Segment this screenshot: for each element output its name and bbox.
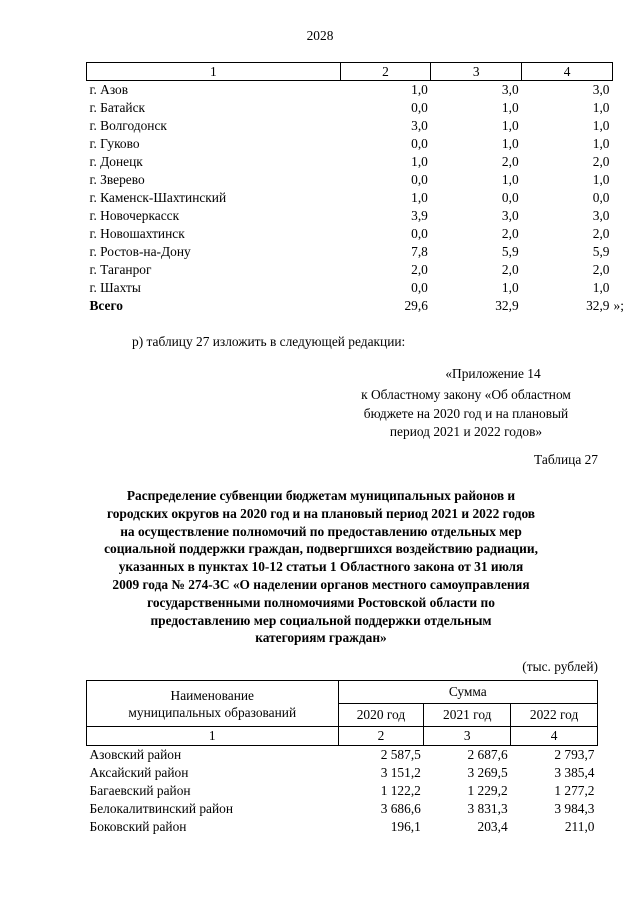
amount-cell: 2,0 [592,154,610,169]
table-row [87,81,613,100]
table-row [87,243,613,261]
amount-cell: 5,9 [501,244,519,259]
amount-cell: 2,0 [592,226,610,241]
total-row [87,297,613,315]
closing-quote: »; [613,298,624,313]
municipality-name: г. Новочеркасск [89,208,180,223]
total-value [522,297,624,315]
amount-cell: 3 984,3 [554,801,595,816]
amount-cell: 1,0 [501,100,519,115]
municipality-name: г. Гуково [89,136,140,151]
table-row [87,782,598,800]
table-header-row [87,681,598,704]
amount-cell: 0,0 [592,190,610,205]
table-title-line: предоставлению мер социальной поддержки отдельным [150,612,492,628]
total-value: 29,6 [404,298,428,313]
municipality-name: г. Ростов-на-Дону [89,244,191,259]
municipality-name: Аксайский район [89,765,189,780]
total-value-text: 32,9 [586,298,610,313]
amount-cell: 1,0 [411,82,428,97]
table-row [87,135,613,153]
municipality-name: Азовский район [89,747,182,762]
amount-cell: 1 229,2 [467,783,508,798]
municipality-name: г. Волгодонск [89,118,167,133]
total-value: 32,9 [495,298,519,313]
amount-cell: 1,0 [592,136,610,151]
allocation-table-continued [86,62,624,315]
amount-cell: 1 122,2 [380,783,421,798]
municipality-name: г. Каменск-Шахтинский [89,190,227,205]
municipality-name: г. Зверево [89,172,145,187]
column-index: 1 [87,727,339,746]
table-row [87,99,613,117]
amount-cell: 3,0 [501,82,519,97]
amount-cell: 196,1 [390,819,421,834]
table-title-line: городских округов на 2020 год и на плановый период 2021 и 2022 годов [106,505,536,521]
column-index: 4 [522,63,613,81]
table-row [87,207,613,225]
table-title-line: 2009 года № 274-ЗС «О наделении органов местного самоуправления [112,576,530,592]
amount-cell: 2 587,5 [380,747,421,762]
amount-cell: 2,0 [501,262,519,277]
column-index: 1 [87,63,341,81]
table-row [87,279,613,297]
table-title [96,487,546,647]
amount-cell: 0,0 [411,100,428,115]
table-row [87,800,598,818]
amount-cell: 3 269,5 [467,765,508,780]
amount-cell: 1,0 [592,280,610,295]
table-header-row [87,63,613,81]
column-index: 3 [431,63,522,81]
amount-cell: 1,0 [501,118,519,133]
amount-cell: 3,9 [411,208,428,223]
table-title-line: социальной поддержки граждан, подвергшихся воздействию радиации, [104,541,538,557]
table-row [87,117,613,135]
amount-cell: 3 385,4 [554,765,595,780]
table-title-line: государственными полномочиями Ростовской области по [147,594,495,610]
name-column-header-line: Наименование [170,687,254,703]
appendix-heading: «Приложение 14 [445,366,541,381]
total-label: Всего [89,298,123,313]
amount-cell: 211,0 [564,819,595,834]
amount-cell: 203,4 [477,819,508,834]
amount-cell: 1,0 [501,172,519,187]
units-label: (тыс. рублей) [522,659,598,674]
table-label: Таблица 27 [534,452,598,467]
column-index: 2 [340,63,431,81]
municipality-name: г. Таганрог [89,262,152,277]
municipality-name: Багаевский район [89,783,191,798]
amount-cell: 0,0 [411,136,428,151]
name-column-header [87,681,339,727]
amount-cell: 7,8 [411,244,428,259]
column-index: 4 [511,727,598,746]
amount-cell: 3,0 [501,208,519,223]
table-row [87,225,613,243]
year-header: 2022 год [511,704,598,727]
amount-cell: 0,0 [411,226,428,241]
table-row [87,171,613,189]
amount-cell: 2,0 [592,262,610,277]
table-row [87,261,613,279]
appendix-reference [334,386,598,442]
appendix-reference-line: период 2021 и 2022 годов» [389,424,543,439]
amendment-paragraph: р) таблицу 27 изложить в следующей редакции: [132,334,406,349]
municipality-name: г. Батайск [89,100,146,115]
appendix-reference-line: бюджете на 2020 год и на плановый [363,405,569,421]
table-row [87,746,598,765]
year-header: 2021 год [424,704,511,727]
municipality-name: г. Азов [89,82,129,97]
amount-cell: 2,0 [501,226,519,241]
municipality-name: г. Донецк [89,154,143,169]
table-title-line: Распределение субвенции бюджетам муниципальных районов и [126,488,516,503]
amount-cell: 2 793,7 [554,747,595,762]
sum-column-header: Сумма [338,681,597,704]
municipality-name: Боковский район [89,819,187,834]
amount-cell: 3,0 [592,208,610,223]
amount-cell: 3 831,3 [467,801,508,816]
index-row [87,727,598,746]
appendix-reference-line: к Областному закону «Об областном [361,387,571,402]
amount-cell: 1,0 [592,172,610,187]
year-header: 2020 год [338,704,424,727]
amount-cell: 1,0 [501,136,519,151]
amount-cell: 1 277,2 [554,783,595,798]
table-row [87,189,613,207]
amount-cell: 1,0 [592,118,610,133]
column-index: 3 [424,727,511,746]
amount-cell: 0,0 [501,190,519,205]
amount-cell: 3,0 [411,118,428,133]
municipality-name: Белокалитвинский район [89,801,234,816]
page-number: 2028 [306,28,334,43]
amount-cell: 0,0 [411,280,428,295]
table-title-line: указанных в пунктах 10-12 статьи 1 Областного закона от 31 июля [118,559,524,575]
amount-cell: 1,0 [592,100,610,115]
amount-cell: 2,0 [411,262,428,277]
name-column-header-line: муниципальных образований [128,704,297,720]
amount-cell: 2 687,6 [467,747,508,762]
amount-cell: 1,0 [411,154,428,169]
table-row [87,818,598,836]
amount-cell: 2,0 [501,154,519,169]
subvention-table [86,680,598,836]
table-title-line: категориям граждан» [255,630,387,646]
municipality-name: г. Новошахтинск [89,226,185,241]
amount-cell: 0,0 [411,172,428,187]
amount-cell: 3,0 [592,82,610,97]
amount-cell: 5,9 [592,244,610,259]
table-row [87,153,613,171]
column-index: 2 [338,727,424,746]
municipality-name: г. Шахты [89,280,141,295]
amount-cell: 1,0 [411,190,428,205]
table-title-line: на осуществление полномочий по предоставлению отдельных мер [120,523,522,539]
amount-cell: 1,0 [501,280,519,295]
amount-cell: 3 151,2 [380,765,421,780]
table-row [87,764,598,782]
amount-cell: 3 686,6 [380,801,421,816]
